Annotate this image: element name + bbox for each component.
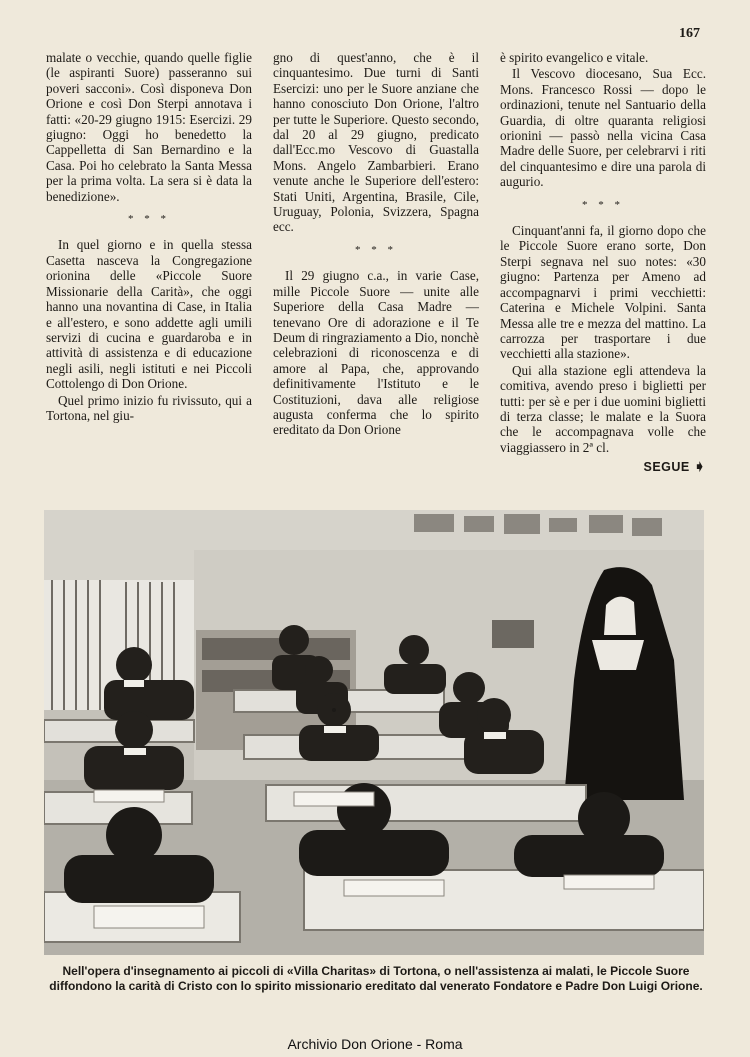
- section-separator: * * *: [128, 213, 170, 226]
- continued-marker: [500, 459, 706, 475]
- paragraph: Quel primo inizio fu rivissuto, qui a Tortona, nel giu-: [46, 392, 252, 423]
- archive-footer: Archivio Don Orione - Roma: [287, 1036, 463, 1052]
- paragraph: è spirito evangelico e vitale.: [500, 50, 649, 65]
- column-1: [46, 50, 252, 498]
- paragraph: Cinquant'anni fa, il giorno dopo che le Piccole Suore erano sorte, Don Sterpi segnava nel suo notes: «30 giugno: Partenza per Ameno ad accompagnarvi i primi vecchietti: Caterina e Michele Volpini. Santa Messa alle tre e mezza del mattino. La carrozza per trasportare i due vecchietti alla stazione».: [500, 223, 706, 362]
- arrow-right-icon: ➧: [693, 458, 706, 475]
- section-separator: * * *: [582, 198, 624, 211]
- section-separator: * * *: [355, 243, 397, 256]
- paragraph: gno di quest'anno, che è il cinquantesimo. Due turni di Santi Esercizi: uno per le Suore anziane che hanno conosciuto Don Orione, l'altro per tutte le Superiore. Questo secondo, dal 20 al 29 giugno, predicato dall'Ecc.mo Vescovo di Guastalla Mons. Angelo Zambarbieri. Erano venute anche le Superiore dell'estero: Stati Uniti, Argentina, Brasile, Cile, Uruguay, Polonia, Svizzera, Spagna ecc.: [273, 50, 479, 235]
- article-body: [46, 50, 706, 498]
- photo-caption: Nell'opera d'insegnamento ai piccoli di «Villa Charitas» di Tortona, o nell'assistenza ai malati, le Piccole Suore diffondono la carità di Cristo con lo spirito missionario ereditato dal venerato Fondatore e Padre Don Luigi Orione.: [49, 964, 703, 993]
- paragraph: In quel giorno e in quella stessa Casetta nasceva la Congregazione orionina delle «Piccole Suore Missionarie della Carità», che oggi hanno una novantina di Case, in Italia e all'estero, e sono addette agli umili servizi di cucina e guardaroba e in attività di assistenza e di educazione negli asili, negli istituti e nei Piccoli Cottolengo di Don Orione.: [46, 237, 252, 392]
- column-3: [500, 50, 706, 498]
- column-2: [273, 50, 479, 498]
- classroom-photo: [44, 510, 704, 955]
- paragraph: Qui alla stazione egli attendeva la comitiva, avendo preso i biglietti per tutti: per sè e per i due uomini biglietti di terza classe; le malate e la Suora che le accompagnava volle che viaggiassero in 2ª cl.: [500, 362, 706, 455]
- paragraph: Il Vescovo diocesano, Sua Ecc. Mons. Francesco Rossi — dopo le ordinazioni, tenute nel Santuario della Guardia, di oltre quaranta religiosi orionini — passò nella vicina Casa Madre delle Suore, per celebrarvi i riti del cinquantesimo e dire una parola di augurio.: [500, 66, 706, 190]
- continued-label: SEGUE: [643, 460, 690, 475]
- classroom-photo-drawing: [44, 510, 704, 955]
- paragraph: Il 29 giugno c.a., in varie Case, mille Piccole Suore — unite alle Superiore della Casa Madre — tenevano Ore di adorazione e il Te Deum di ringraziamento a Dio, nonchè celebrazioni di riconoscenza e di amore al Papa, che, approvando definitivamente l'Istituto e le Costituzioni, dava alle religiose augusta conferma che lo spirito ereditato da Don Orione: [273, 268, 479, 438]
- page-number: 167: [679, 26, 700, 41]
- paragraph: malate o vecchie, quando quelle figlie (le aspiranti Suore) passeranno sui poveri sacconi». Così disponeva Don Orione e così Don Sterpi annotava i fatti: «20-29 giugno 1915: Esercizi. 29 giugno: Oggi ho benedetto la Cappelletta di San Bernardino e la Casa. Poi ho celebrato la Santa Messa per la prima volta. La sera si è data la benedizione».: [46, 50, 252, 204]
